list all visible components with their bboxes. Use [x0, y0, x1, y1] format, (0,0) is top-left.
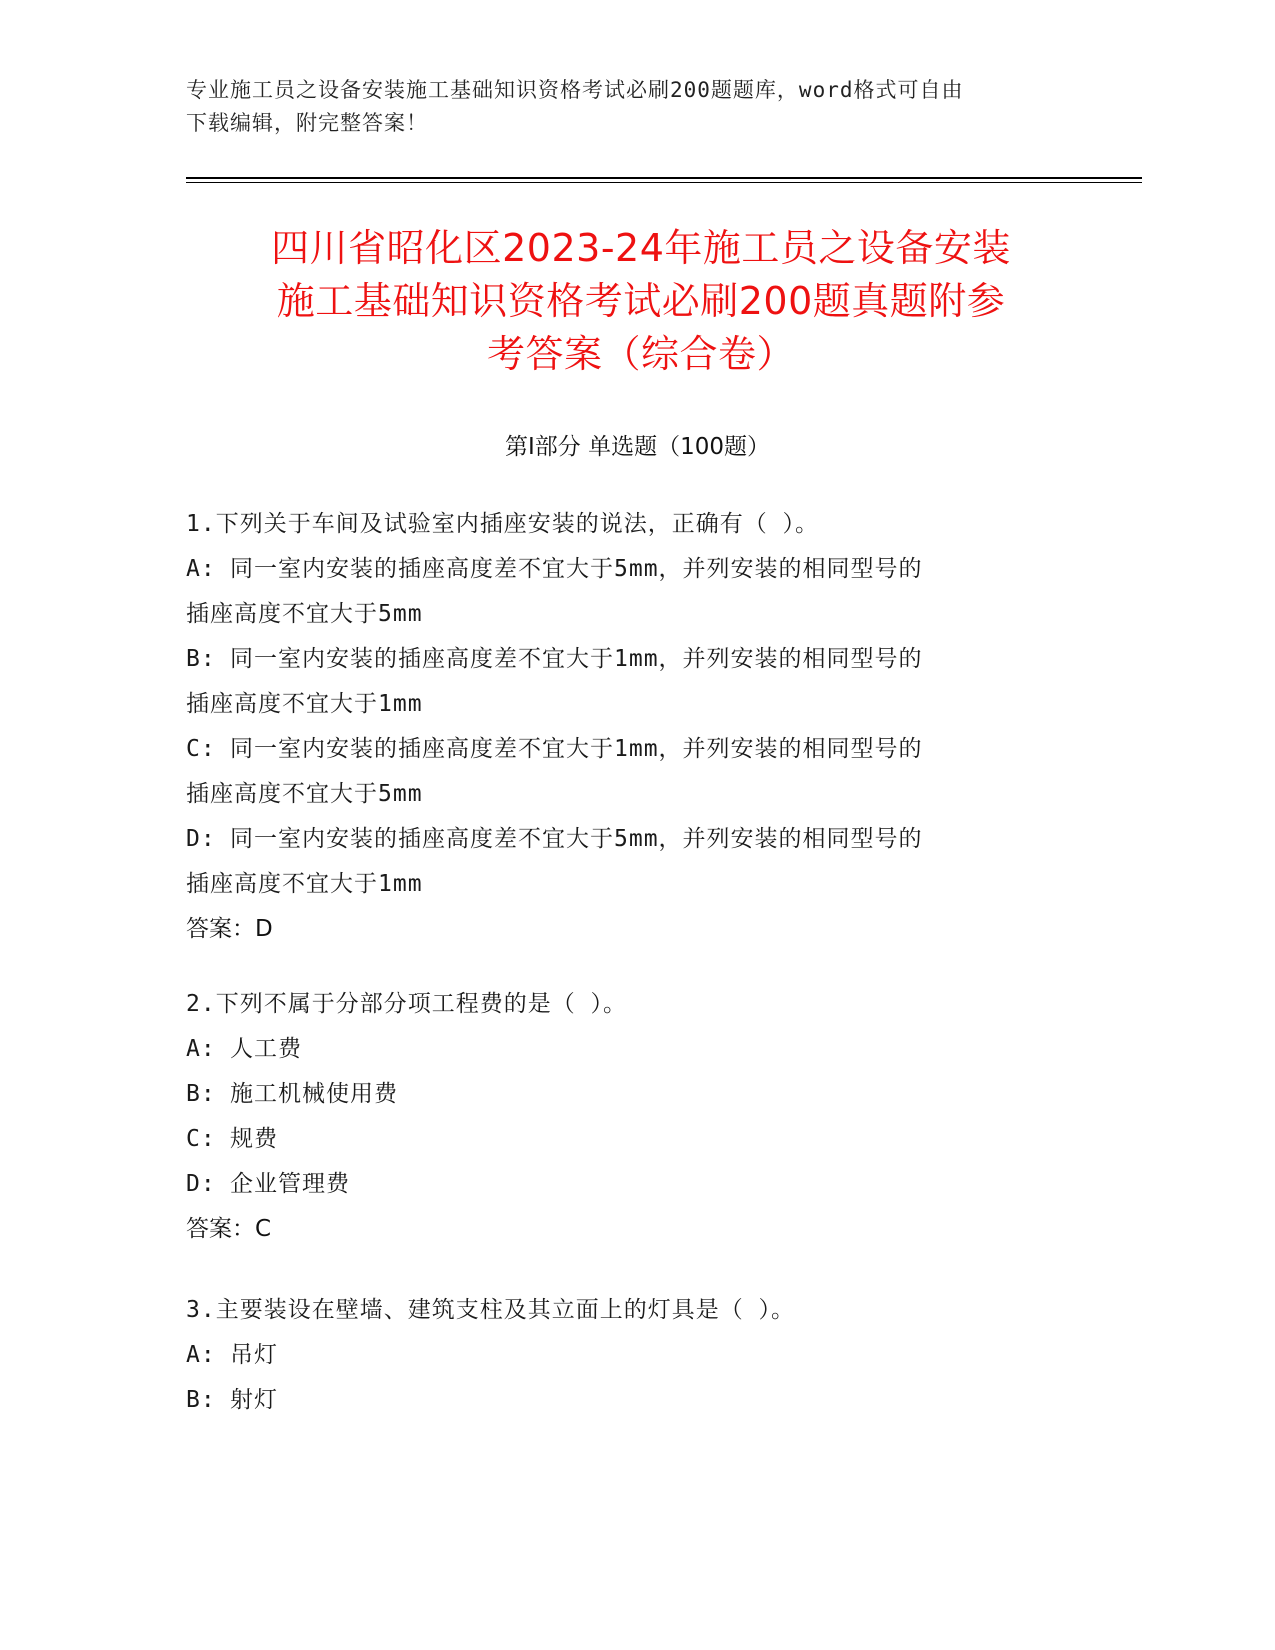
- document-title: [186, 222, 1096, 381]
- option-text: 同一室内安装的插座高度差不宜大于5mm，并列安装的相同型号的: [230, 826, 923, 852]
- option-text: 规费: [230, 1126, 278, 1152]
- option-a: [186, 1333, 1086, 1378]
- header-note-line-2: 下载编辑，附完整答案！: [186, 111, 428, 135]
- option-text: 同一室内安装的插座高度差不宜大于1mm，并列安装的相同型号的: [230, 646, 923, 672]
- option-key: B:: [186, 646, 216, 672]
- option-text: 同一室内安装的插座高度差不宜大于5mm，并列安装的相同型号的: [230, 556, 923, 582]
- option-key: A:: [186, 1342, 216, 1368]
- question-stem: 1.下列关于车间及试验室内插座安装的说法，正确有（ ）。: [186, 511, 820, 537]
- option-key: B:: [186, 1081, 216, 1107]
- option-key: C:: [186, 736, 216, 762]
- document-title-line-3: 考答案（综合卷）: [486, 332, 795, 376]
- question-3: [186, 1288, 1086, 1423]
- option-b: [186, 637, 1086, 682]
- answer: 答案：C: [186, 1216, 272, 1242]
- option-text: 企业管理费: [230, 1171, 350, 1197]
- option-b: [186, 1072, 1086, 1117]
- question-2: [186, 982, 1086, 1252]
- option-text: 施工机械使用费: [230, 1081, 398, 1107]
- question-stem: 3.主要装设在壁墙、建筑支柱及其立面上的灯具是（ ）。: [186, 1297, 796, 1323]
- option-a: [186, 547, 1086, 592]
- option-text: 人工费: [230, 1036, 302, 1062]
- option-key: D:: [186, 1171, 216, 1197]
- header-rule-thick: [186, 177, 1142, 179]
- option-key: B:: [186, 1387, 216, 1413]
- option-b-continued: 插座高度不宜大于1mm: [186, 691, 423, 717]
- section-heading: 第Ⅰ部分 单选题（100题）: [505, 434, 770, 460]
- header-rule-thin: [186, 182, 1142, 183]
- option-a: [186, 1027, 1086, 1072]
- option-c: [186, 1117, 1086, 1162]
- option-key: A:: [186, 1036, 216, 1062]
- option-key: A:: [186, 556, 216, 582]
- header-note: [186, 74, 1086, 140]
- answer: 答案：D: [186, 916, 273, 942]
- question-1: [186, 502, 1086, 952]
- document-title-line-2: 施工基础知识资格考试必刷200题真题附参: [276, 279, 1006, 323]
- option-d-continued: 插座高度不宜大于1mm: [186, 871, 423, 897]
- option-a-continued: 插座高度不宜大于5mm: [186, 601, 423, 627]
- option-d: [186, 817, 1086, 862]
- option-b: [186, 1378, 1086, 1423]
- header-note-line-1: 专业施工员之设备安装施工基础知识资格考试必刷200题题库，word格式可自由: [186, 78, 964, 102]
- document-title-line-1: 四川省昭化区2023-24年施工员之设备安装: [271, 226, 1011, 270]
- option-text: 射灯: [230, 1387, 278, 1413]
- option-c: [186, 727, 1086, 772]
- option-key: D:: [186, 826, 216, 852]
- option-c-continued: 插座高度不宜大于5mm: [186, 781, 423, 807]
- question-stem: 2.下列不属于分部分项工程费的是（ ）。: [186, 991, 628, 1017]
- option-text: 同一室内安装的插座高度差不宜大于1mm，并列安装的相同型号的: [230, 736, 923, 762]
- option-d: [186, 1162, 1086, 1207]
- option-key: C:: [186, 1126, 216, 1152]
- option-text: 吊灯: [230, 1342, 278, 1368]
